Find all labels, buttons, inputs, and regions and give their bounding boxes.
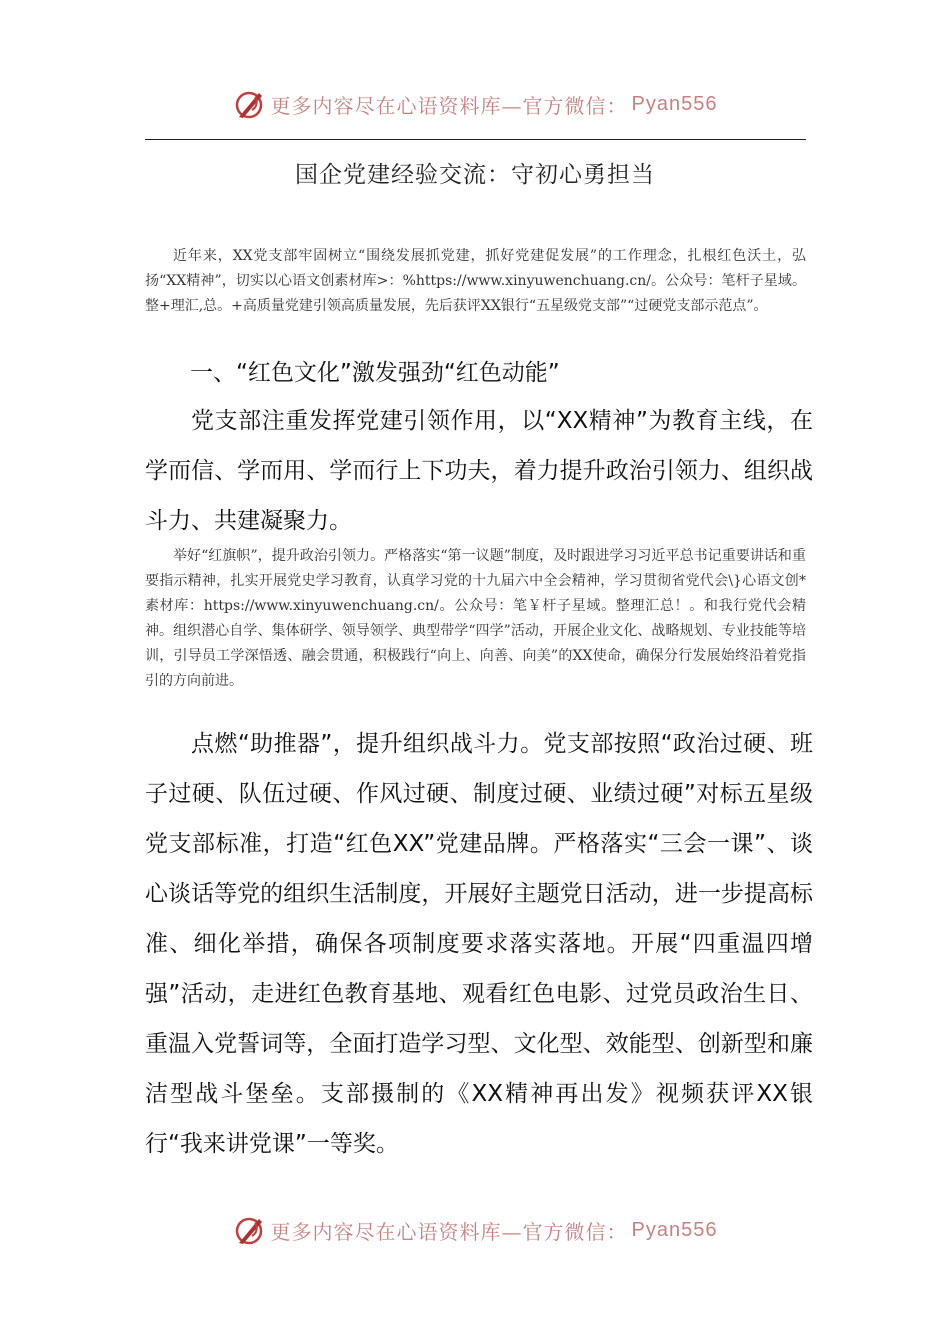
watermark-header (0, 84, 950, 124)
document-title: 国企党建经验交流：守初心勇担当 (295, 162, 655, 188)
watermark-text: 更多内容尽在心语资料库—官方微信： (270, 93, 628, 118)
pen-logo-icon (233, 87, 267, 121)
intro-paragraph: 近年来，XX党支部牢固树立“围绕发展抓党建，抓好党建促发展”的工作理念，扎根红色沃土，弘扬“XX精神”，切实以心语文创素材库>：%https://www.xinyuwenchuang.cn/。公众号：笔杆子星域。整+理汇,总。+高质量党建引领高质量发展，先后获评XX银行“五星级党支部”“过硬党支部示范点”。 (145, 248, 806, 314)
section-lead-paragraph: 党支部注重发挥党建引领作用，以“XX精神”为教育主线，在学而信、学而用、学而行上下功夫，着力提升政治引领力、组织战斗力、共建凝聚力。 (145, 408, 813, 534)
watermark-footer (0, 1210, 950, 1250)
pen-logo-icon (233, 1213, 267, 1247)
watermark-wechat-id: Pyan556 (631, 92, 718, 115)
watermark-wechat-id: Pyan556 (631, 1218, 718, 1241)
section-heading: 一、“红色文化”激发强劲“红色动能” (190, 360, 560, 386)
section-detail-paragraph: 举好“红旗帜”，提升政治引领力。严格落实“第一议题”制度，及时跟进学习习近平总书记重要讲话和重要指示精神，扎实开展党史学习教育，认真学习党的十九届六中全会精神，学习贯彻省党代会\}心语文创*素材库：https://www.xinyuwenchuang.cn/。公众号：笔￥杆子星域。整理汇总！。和我行党代会精神。组织潜心自学、集体研学、领导领学、典型带学“四学”活动，开展企业文化、战略规划、专业技能等培训，引导员工学深悟透、融会贯通，积极践行“向上、向善、向美”的XX使命，确保分行发展始终沿着党指引的方向前进。 (145, 548, 806, 689)
section-body-paragraph: 点燃“助推器”，提升组织战斗力。党支部按照“政治过硬、班子过硬、队伍过硬、作风过硬、制度过硬、业绩过硬”对标五星级党支部标准，打造“红色XX”党建品牌。严格落实“三会一课”、谈心谈话等党的组织生活制度，开展好主题党日活动，进一步提高标准、细化举措，确保各项制度要求落实落地。开展“四重温四增强”活动，走进红色教育基地、观看红色电影、过党员政治生日、重温入党誓词等，全面打造学习型、文化型、效能型、创新型和廉洁型战斗堡垒。支部摄制的《XX精神再出发》视频获评XX银行“我来讲党课”一等奖。 (145, 731, 813, 1157)
header-divider (145, 139, 806, 140)
watermark-text: 更多内容尽在心语资料库—官方微信： (270, 1219, 628, 1244)
